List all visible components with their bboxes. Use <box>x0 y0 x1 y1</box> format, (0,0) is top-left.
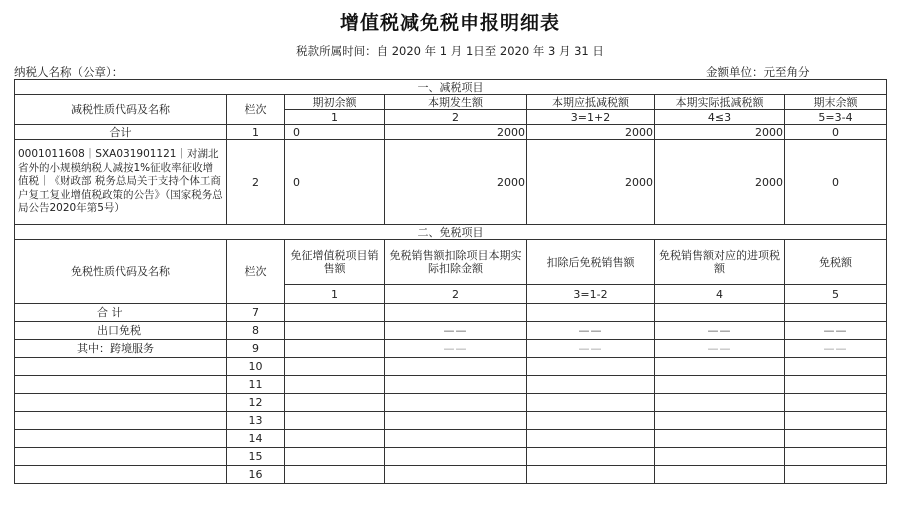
value-cell[interactable] <box>785 466 887 484</box>
value-cell[interactable]: 2000 <box>655 125 785 140</box>
formula-cell: 2 <box>385 110 527 125</box>
tax-period: 税款所属时间：自 2020 年 1 月 1日至 2020 年 3 月 31 日 <box>296 44 604 58</box>
row-name[interactable] <box>15 412 227 430</box>
col-exempt-tax-header: 免税额 <box>785 240 887 285</box>
row-line: 9 <box>227 340 285 358</box>
value-cell[interactable] <box>655 430 785 448</box>
dash-cell: —— <box>655 340 785 358</box>
table-row <box>15 125 887 140</box>
value-cell[interactable] <box>655 376 785 394</box>
row-name: 其中：跨境服务 <box>15 340 227 358</box>
value-cell[interactable] <box>385 304 527 322</box>
value-cell[interactable]: 2000 <box>655 140 785 225</box>
reduction-col-name-header: 减税性质代码及名称 <box>15 95 227 125</box>
value-cell[interactable] <box>785 304 887 322</box>
col-actual-deducted-header: 本期实际抵减税额 <box>655 95 785 110</box>
value-cell[interactable] <box>285 322 385 340</box>
table-row <box>15 412 887 430</box>
table-row <box>15 466 887 484</box>
value-cell[interactable] <box>527 394 655 412</box>
value-cell[interactable] <box>385 358 527 376</box>
row-line: 1 <box>227 125 285 140</box>
value-cell[interactable] <box>655 448 785 466</box>
row-line: 16 <box>227 466 285 484</box>
value-cell[interactable] <box>385 430 527 448</box>
dash-cell: —— <box>527 322 655 340</box>
value-cell[interactable] <box>385 448 527 466</box>
table-row <box>15 140 887 225</box>
formula-cell: 1 <box>285 110 385 125</box>
row-line: 15 <box>227 448 285 466</box>
value-cell[interactable] <box>527 448 655 466</box>
value-cell[interactable]: 2000 <box>527 140 655 225</box>
col-deduction-header: 免税销售额扣除项目本期实际扣除金额 <box>385 240 527 285</box>
value-cell[interactable] <box>285 394 385 412</box>
formula-cell: 5 <box>785 285 887 304</box>
value-cell[interactable] <box>285 304 385 322</box>
reduction-section-title: 一、减税项目 <box>15 80 887 95</box>
row-line: 8 <box>227 322 285 340</box>
col-current-amount-header: 本期发生额 <box>385 95 527 110</box>
value-cell[interactable] <box>527 304 655 322</box>
value-cell[interactable] <box>655 304 785 322</box>
reduction-col-line-header: 栏次 <box>227 95 285 125</box>
table-row <box>15 376 887 394</box>
dash-cell: —— <box>527 340 655 358</box>
col-opening-balance-header: 期初余额 <box>285 95 385 110</box>
value-cell[interactable]: 0 <box>285 125 385 140</box>
value-cell[interactable] <box>527 358 655 376</box>
col-exempt-sales-header: 免征增值税项目销售额 <box>285 240 385 285</box>
value-cell[interactable]: 2000 <box>527 125 655 140</box>
row-line: 11 <box>227 376 285 394</box>
value-cell[interactable] <box>385 394 527 412</box>
value-cell[interactable] <box>385 466 527 484</box>
col-deductible-header: 本期应抵减税额 <box>527 95 655 110</box>
value-cell[interactable] <box>285 376 385 394</box>
table-row <box>15 304 887 322</box>
formula-cell: 2 <box>385 285 527 304</box>
row-line: 10 <box>227 358 285 376</box>
exemption-col-name-header: 免税性质代码及名称 <box>15 240 227 304</box>
value-cell[interactable] <box>785 376 887 394</box>
formula-cell: 4≤3 <box>655 110 785 125</box>
value-cell[interactable] <box>285 448 385 466</box>
row-name[interactable] <box>15 430 227 448</box>
formula-cell: 5=3-4 <box>785 110 887 125</box>
form-title: 增值税减免税申报明细表 <box>339 12 560 34</box>
formula-cell: 3=1+2 <box>527 110 655 125</box>
value-cell[interactable] <box>385 412 527 430</box>
value-cell[interactable] <box>785 448 887 466</box>
table-row <box>15 430 887 448</box>
value-cell[interactable] <box>785 412 887 430</box>
row-name[interactable] <box>15 358 227 376</box>
row-name: 合计 <box>15 125 227 140</box>
value-cell[interactable] <box>527 430 655 448</box>
value-cell[interactable] <box>655 412 785 430</box>
row-name[interactable] <box>15 394 227 412</box>
value-cell[interactable] <box>527 466 655 484</box>
table-row <box>15 394 887 412</box>
value-cell[interactable] <box>785 394 887 412</box>
value-cell[interactable] <box>655 358 785 376</box>
row-name[interactable] <box>15 466 227 484</box>
dash-cell: —— <box>385 322 527 340</box>
value-cell[interactable] <box>527 376 655 394</box>
row-name: 合 计 <box>15 304 227 322</box>
row-line: 7 <box>227 304 285 322</box>
dash-cell: —— <box>655 322 785 340</box>
col-closing-balance-header: 期末余额 <box>785 95 887 110</box>
formula-cell: 1 <box>285 285 385 304</box>
taxpayer-name-label: 纳税人名称（公章）： <box>14 65 124 79</box>
detail-table <box>14 79 887 484</box>
value-cell[interactable]: 2000 <box>385 140 527 225</box>
dash-cell: —— <box>785 340 887 358</box>
amount-unit-label: 金额单位：元至角分 <box>706 65 810 79</box>
col-net-exempt-sales-header: 扣除后免税销售额 <box>527 240 655 285</box>
table-row <box>15 322 887 340</box>
value-cell[interactable] <box>655 466 785 484</box>
value-cell[interactable] <box>285 466 385 484</box>
value-cell[interactable]: 0 <box>785 125 887 140</box>
table-row <box>15 358 887 376</box>
value-cell[interactable] <box>785 430 887 448</box>
value-cell[interactable] <box>285 412 385 430</box>
row-name[interactable] <box>15 448 227 466</box>
value-cell[interactable]: 0 <box>785 140 887 225</box>
table-row <box>15 448 887 466</box>
value-cell[interactable]: 2000 <box>385 125 527 140</box>
value-cell[interactable] <box>285 358 385 376</box>
value-cell[interactable] <box>655 394 785 412</box>
row-line: 13 <box>227 412 285 430</box>
dash-cell: —— <box>385 340 527 358</box>
row-name: 0001011608｜SXA031901121｜对湖北省外的小规模纳税人减按1%征收率征收增值税｜《财政部 税务总局关于支持个体工商户复工复业增值税政策的公告》（国家税务总局公告2020年第5号） <box>15 140 227 225</box>
value-cell[interactable] <box>285 430 385 448</box>
col-input-tax-header: 免税销售额对应的进项税额 <box>655 240 785 285</box>
row-line: 14 <box>227 430 285 448</box>
value-cell[interactable] <box>785 358 887 376</box>
dash-cell: —— <box>785 322 887 340</box>
value-cell[interactable] <box>527 412 655 430</box>
value-cell[interactable]: 0 <box>285 140 385 225</box>
value-cell[interactable] <box>385 376 527 394</box>
row-name: 出口免税 <box>15 322 227 340</box>
table-row <box>15 340 887 358</box>
formula-cell: 4 <box>655 285 785 304</box>
exemption-col-line-header: 栏次 <box>227 240 285 304</box>
formula-cell: 3=1-2 <box>527 285 655 304</box>
exemption-section-title: 二、免税项目 <box>15 225 887 240</box>
row-name[interactable] <box>15 376 227 394</box>
row-line: 12 <box>227 394 285 412</box>
value-cell[interactable] <box>285 340 385 358</box>
row-line: 2 <box>227 140 285 225</box>
